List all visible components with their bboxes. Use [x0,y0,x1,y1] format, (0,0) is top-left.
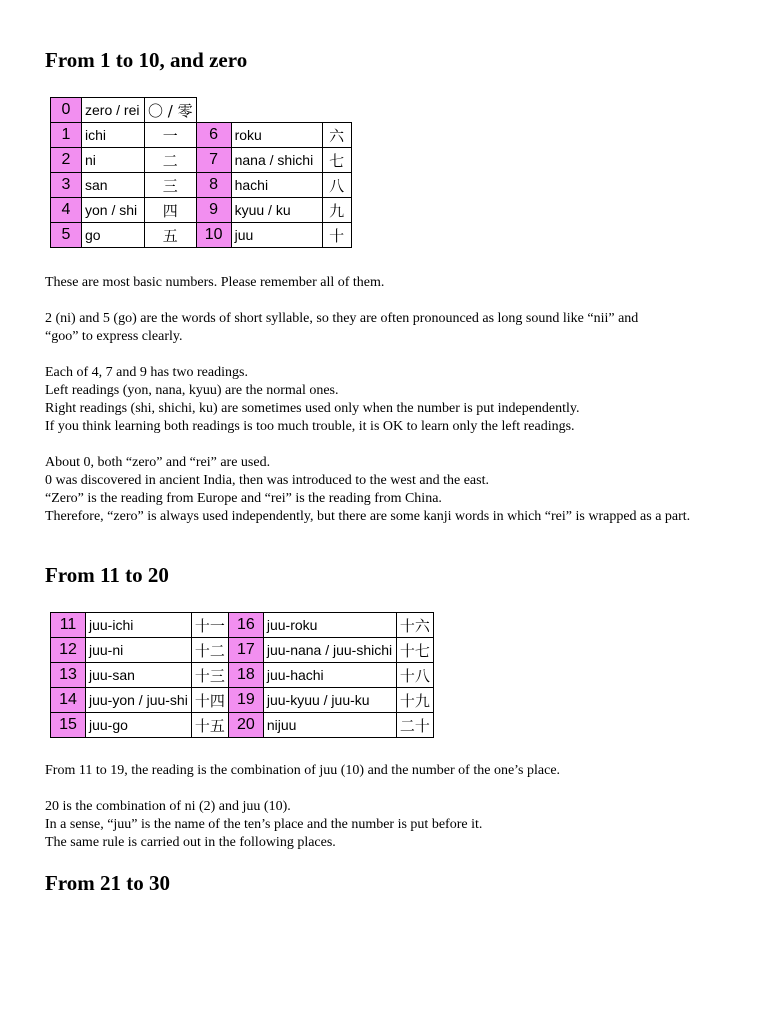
kanji-cell: 十四 [191,688,228,713]
number-cell: 6 [196,123,231,148]
kanji-cell: 八 [322,173,351,198]
number-cell: 14 [51,688,86,713]
table-row [51,148,352,173]
number-cell: 10 [196,223,231,248]
table-row [51,98,352,123]
number-cell: 17 [228,638,263,663]
kanji-cell: 十五 [191,713,228,738]
number-cell: 16 [228,613,263,638]
kanji-cell: 十六 [396,613,433,638]
kanji-cell: 十三 [191,663,228,688]
text-line: If you think learning both readings is too much trouble, it is OK to learn only the left readings. [45,419,575,434]
table-row [51,713,434,738]
number-cell: 5 [51,223,82,248]
kanji-cell: 十二 [191,638,228,663]
text-line: Each of 4, 7 and 9 has two readings. [45,365,248,380]
kanji-cell: 九 [322,198,351,223]
text-line: 0 was discovered in ancient India, then was introduced to the west and the east. [45,473,489,488]
reading-cell: juu-nana / juu-shichi [263,638,396,663]
number-cell: 15 [51,713,86,738]
paragraph [45,454,735,526]
reading-cell: juu-roku [263,613,396,638]
kanji-cell: 十九 [396,688,433,713]
section-heading-11-to-20: From 11 to 20 [45,563,169,587]
kanji-cell: 十七 [396,638,433,663]
text-line: These are most basic numbers. Please remember all of them. [45,275,385,290]
number-cell: 7 [196,148,231,173]
number-cell: 2 [51,148,82,173]
text-line: 20 is the combination of ni (2) and juu (10). [45,799,291,814]
reading-cell: yon / shi [82,198,145,223]
text-line: Therefore, “zero” is always used independently, but there are some kanji words in which “rei” is wrapped as a part. [45,509,691,524]
text-line: “Zero” is the reading from Europe and “rei” is the reading from China. [45,491,442,506]
section-heading-1-to-10: From 1 to 10, and zero [45,48,248,72]
table-row [51,173,352,198]
kanji-cell: 六 [322,123,351,148]
table-row [51,638,434,663]
reading-cell: juu-ichi [86,613,192,638]
number-cell: 3 [51,173,82,198]
paragraph [45,310,735,346]
reading-cell: roku [231,123,322,148]
table-row [51,123,352,148]
number-cell: 9 [196,198,231,223]
number-cell: 18 [228,663,263,688]
reading-cell: juu-san [86,663,192,688]
reading-cell: kyuu / ku [231,198,322,223]
table-row [51,663,434,688]
kanji-cell: 十 [322,223,351,248]
kanji-cell: 四 [145,198,197,223]
kanji-cell: 十八 [396,663,433,688]
reading-cell: go [82,223,145,248]
section-heading-21-to-30: From 21 to 30 [45,871,171,895]
text-line: The same rule is carried out in the following places. [45,835,336,850]
number-cell: 19 [228,688,263,713]
text-line: About 0, both “zero” and “rei” are used. [45,455,271,470]
kanji-cell: 〇 / 零 [145,98,197,123]
text-line: “goo” to express clearly. [45,329,183,344]
reading-cell: juu-hachi [263,663,396,688]
number-cell: 8 [196,173,231,198]
empty-cell [196,98,351,123]
reading-cell: san [82,173,145,198]
text-line: From 11 to 19, the reading is the combination of juu (10) and the number of the one’s place. [45,763,561,778]
reading-cell: ichi [82,123,145,148]
kanji-cell: 十一 [191,613,228,638]
kanji-cell: 二十 [396,713,433,738]
number-cell: 12 [51,638,86,663]
number-cell: 0 [51,98,82,123]
text-line: Left readings (yon, nana, kyuu) are the normal ones. [45,383,339,398]
paragraph [45,364,735,436]
numbers-table-11-to-20 [50,612,434,738]
kanji-cell: 五 [145,223,197,248]
numbers-table-1-to-10 [50,97,352,248]
reading-cell: juu-kyuu / juu-ku [263,688,396,713]
reading-cell: zero / rei [82,98,145,123]
reading-cell: juu-go [86,713,192,738]
reading-cell: nana / shichi [231,148,322,173]
table-row [51,198,352,223]
number-cell: 13 [51,663,86,688]
table-row [51,613,434,638]
number-cell: 4 [51,198,82,223]
paragraph [45,762,735,780]
text-line: In a sense, “juu” is the name of the ten’s place and the number is put before it. [45,817,483,832]
paragraph [45,274,735,292]
kanji-cell: 七 [322,148,351,173]
reading-cell: juu [231,223,322,248]
kanji-cell: 三 [145,173,197,198]
kanji-cell: 一 [145,123,197,148]
text-line: Right readings (shi, shichi, ku) are sometimes used only when the number is put independently. [45,401,580,416]
reading-cell: nijuu [263,713,396,738]
reading-cell: juu-ni [86,638,192,663]
reading-cell: juu-yon / juu-shi [86,688,192,713]
number-cell: 11 [51,613,86,638]
number-cell: 20 [228,713,263,738]
number-cell: 1 [51,123,82,148]
table-row [51,223,352,248]
paragraph [45,798,735,852]
reading-cell: hachi [231,173,322,198]
table-row [51,688,434,713]
reading-cell: ni [82,148,145,173]
kanji-cell: 二 [145,148,197,173]
text-line: 2 (ni) and 5 (go) are the words of short syllable, so they are often pronounced as long sound like “nii” and [45,311,639,326]
